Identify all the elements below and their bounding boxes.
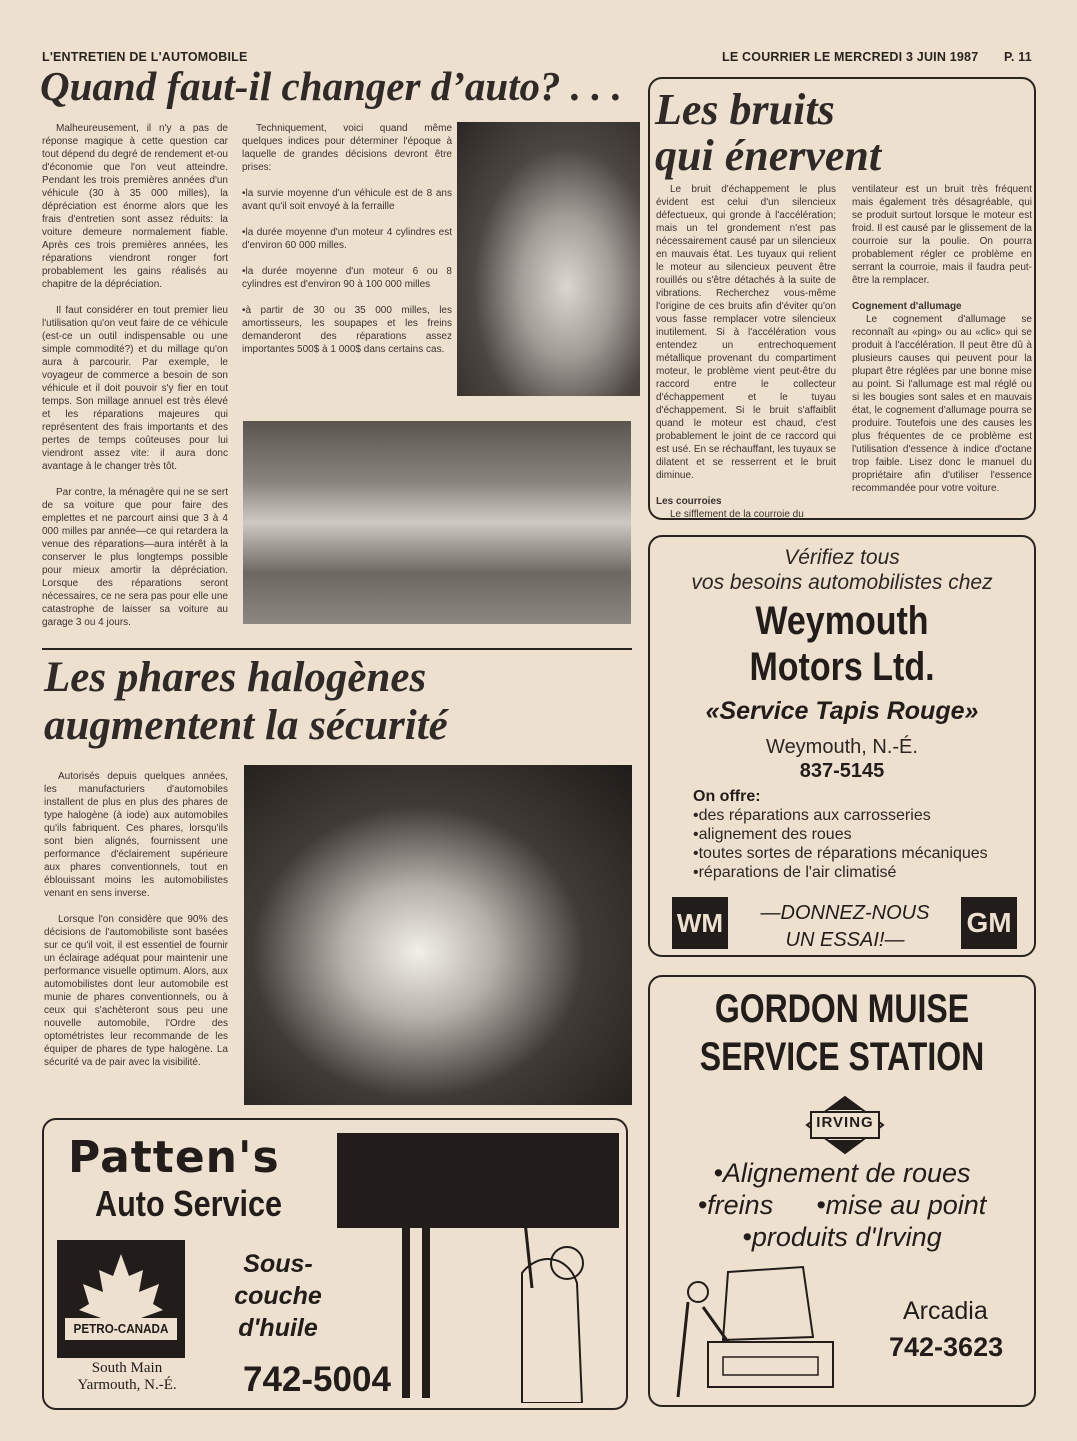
mechanic-car-illustration	[668, 1262, 838, 1402]
gordon-service-line3: •produits d'Irving	[742, 1222, 942, 1252]
pattens-service-line1: Sous-	[243, 1250, 313, 1278]
article1-bullet: •la durée moyenne d'un moteur 4 cylindres est d'environ 60 000 milles.	[242, 227, 452, 251]
article1-column1	[42, 122, 228, 642]
article1-bullet: •la durée moyenne d'un moteur 6 ou 8 cylindres est d'environ 90 à 100 000 milles	[242, 266, 452, 290]
article1-paragraph: Malheureusement, il n'y a pas de réponse magique à cette question car tout dépend du degré de rendement et-ou d'économie que l'on veut atteindre. Pendant les trois premières années d'un véhicule (30 à 35 000 milles), la dépréciation est énorme alors que les frais d'entretien sont assez réduits: la voiture demeure normalement fiable. Après ces trois premières années, les réparations viendront ronger fort probablement les gains réalisés au chapitre de la dépréciation.	[42, 123, 228, 290]
weymouth-offer-label: On offre:	[693, 788, 761, 805]
paper-date: LE COURRIER LE MERCREDI 3 JUIN 1987	[722, 50, 979, 64]
article3-paragraph: Lorsque l'on considère que 90% des décisions de l'automobiliste sont basées sur ce qu'il voit, il est essentiel de fournir un éclairage adéquat pour maintenir une performance visuelle optimum. Alors, aux automobilistes dont leur automobile est munie de phares conventionnels, ou à ceux qui s'achèteront sous peu une nouvelle automobile, l'Ordre des optométristes leur recommande de les équiper de phares de type halogène. La sécurité va de pair avec la visibilité.	[44, 914, 228, 1068]
pattens-address-line1: South Main	[91, 1360, 163, 1376]
pattens-service-line2: couche	[234, 1282, 322, 1310]
article2-paragraph: Le bruit d'échappement le plus évident est celui d'un silencieux défectueux, qui gronde à l'accélération; mais un tel grondement n'est pas nécessairement causé par un silencieux en mauvais état. Les tuyaux qui relient le moteur au silencieux peuvent être rouillés ou s'être détachés à la suite de vibrations. Recherchez vous-même l'origine de ces bruits afin d'éviter qu'on vous fasse remplacer votre silencieux inutilement. Si à l'accélération vous entendez un entrechoquement métallique provenant du compartiment moteur, le problème vient peut-être du raccord entre le collecteur d'échappement et le tuyau d'échappement. Si le bruit s'affaiblit quand le moteur est chaud, c'est probablement le joint de ce raccord qui est usé. En se réchauffant, les tuyaux se dilatent et se resserrent et le bruit diminue.	[656, 184, 836, 481]
gordon-service-freins: •freins	[697, 1190, 774, 1220]
article2-headline-line2: qui énervent	[655, 131, 882, 180]
weymouth-intro-line2: vos besoins automobilistes chez	[691, 571, 993, 594]
article2-subhead-cognement: Cognement d'allumage	[852, 301, 962, 312]
divider	[42, 648, 632, 650]
pattens-name-line1: Patten's	[68, 1132, 280, 1183]
gordon-phone: 742-3623	[889, 1332, 1004, 1362]
pattens-phone: 742-5004	[243, 1360, 391, 1399]
pattens-service-line3: d'huile	[238, 1314, 318, 1342]
gm-logo: GM	[961, 897, 1017, 949]
article3-headline-line2: augmentent la sécurité	[44, 702, 448, 749]
weymouth-slogan: «Service Tapis Rouge»	[705, 697, 979, 725]
gordon-service-line1: •Alignement de roues	[713, 1158, 971, 1188]
pattens-name-line2: Auto Service	[95, 1183, 283, 1224]
weymouth-offer-item: •des réparations aux carrosseries	[693, 807, 931, 824]
weymouth-offer-item: •alignement des roues	[693, 826, 852, 843]
pattens-address-line2: Yarmouth, N.-É.	[77, 1377, 177, 1393]
article1-column2	[242, 122, 452, 369]
weymouth-location: Weymouth, N.-É.	[766, 736, 918, 758]
gordon-location: Arcadia	[903, 1297, 988, 1325]
mechanic-lift-illustration	[337, 1133, 619, 1403]
article1-intro: Techniquement, voici quand même quelques indices pour déterminer l'époque à laquelle de grandes décisions devront être prises:	[242, 123, 452, 173]
weymouth-cta-line1: —DONNEZ-NOUS	[760, 902, 930, 924]
car-photo-1	[457, 122, 640, 396]
article3-headline-line1: Les phares halogènes	[44, 654, 427, 701]
article2-paragraph: ventilateur est un bruit très fréquent mais également très désagréable, qui se produit surtout lorsque le moteur est froid. Il est causé par le glissement de la courroie sur la poulie. On pourra probablement régler ce problème en serrant la courroie, mais il faudra peut-être la remplacer.	[852, 184, 1032, 286]
gordon-name-line2: SERVICE STATION	[699, 1035, 985, 1079]
article2-column1	[656, 183, 836, 521]
headlight-photo	[244, 765, 632, 1105]
weymouth-intro-line1: Vérifiez tous	[784, 546, 900, 569]
article1-headline: Quand faut-il changer d’auto? . . .	[40, 63, 623, 109]
article1-paragraph: Il faut considérer en tout premier lieu l'utilisation qu'on veut faire de ce véhicule (est-ce un outil indispensable ou une simple commodité?) et du millage qu'on aura à parcourir. Par exemple, le voyageur de commerce a besoin de son véhicule et il doit pouvoir s'y fier en tout temps. Son millage annuel est très élevé et les réparations majeures qui représentent des frais importants et des pertes de temps coûteuses pour lui viendront assez vite: il aura donc avantage à le changer très tôt.	[42, 305, 228, 472]
weymouth-cta-line2: UN ESSAI!—	[785, 929, 905, 951]
petro-canada-logo-text: PETRO-CANADA	[73, 1321, 169, 1336]
article1-paragraph: Par contre, la ménagère qui ne se sert de sa voiture que pour faire des emplettes et ne parcourt ainsi que 3 à 4 000 milles par année—ce qui retardera la venue des réparations—aura intérêt à la conserver le plus longtemps possible pour mieux amortir la dépréciation. Lorsque des réparations seront nécessaires, ce ne sera pas pour elle une catastrophe de laisser sa voiture au garage 3 ou 4 jours.	[42, 487, 228, 628]
article2-headline-line1: Les bruits	[655, 85, 835, 134]
gordon-service-mise-au-point: •mise au point	[816, 1190, 987, 1220]
weymouth-offer-item: •réparations de l'air climatisé	[693, 864, 897, 881]
petro-canada-logo	[57, 1240, 185, 1358]
section-title: L'ENTRETIEN DE L'AUTOMOBILE	[42, 50, 248, 64]
article2-paragraph: Le sifflement de la courroie du	[670, 509, 804, 520]
gordon-name-line1: GORDON MUISE	[714, 987, 970, 1031]
weymouth-phone: 837-5145	[799, 760, 885, 782]
article3-body	[44, 770, 228, 1082]
article3-paragraph: Autorisés depuis quelques années, les manufacturiers d'automobiles installent de plus en plus des phares de type halogène (à iode) aux automobiles qu'ils fabriquent. Ces phares, lorsqu'ils sont bien alignés, fournissent une performance d'éclairement supérieure aux phares conventionnels, tout en éblouissant moins les automobilistes venant en sens inverse.	[44, 771, 228, 899]
weymouth-name-line2: Motors Ltd.	[749, 645, 935, 689]
article1-bullet: •la survie moyenne d'un véhicule est de 8 ans avant qu'il soit envoyé à la ferraille	[242, 188, 452, 212]
irving-logo-text: IRVING	[816, 1114, 874, 1131]
wm-logo: WM	[672, 897, 728, 949]
page-number: P. 11	[1004, 50, 1032, 64]
article2-column2	[852, 183, 1032, 508]
article2-subhead-courroies: Les courroies	[656, 496, 722, 507]
car-photo-2	[243, 421, 631, 624]
article1-bullet: •à partir de 30 ou 35 000 milles, les amortisseurs, les soupapes et les freins demanderont des réparations assez importantes 500$ à 1 000$ dans certains cas.	[242, 305, 452, 355]
weymouth-offer-item: •toutes sortes de réparations mécaniques	[693, 845, 988, 862]
article2-paragraph: Le cognement d'allumage se reconnaît au «ping» ou au «clic» qui se produit à l'accélération. Il peut être dû à plusieurs causes qui peuvent pour la plupart être réglées par une bonne mise au point. Si l'allumage est mal réglé ou si les bougies sont sales et en mauvais état, le cognement d'allumage pourra se produire. Toutefois une des causes les plus fréquentes de ce problème est l'utilisation d'essence à indice d'octane trop faible. Lisez donc le manuel du propriétaire afin d'utiliser l'essence recommandée pour votre voiture.	[852, 314, 1032, 494]
maple-leaf-icon	[57, 1240, 185, 1358]
weymouth-name-line1: Weymouth	[755, 599, 929, 643]
irving-logo	[805, 1095, 885, 1155]
